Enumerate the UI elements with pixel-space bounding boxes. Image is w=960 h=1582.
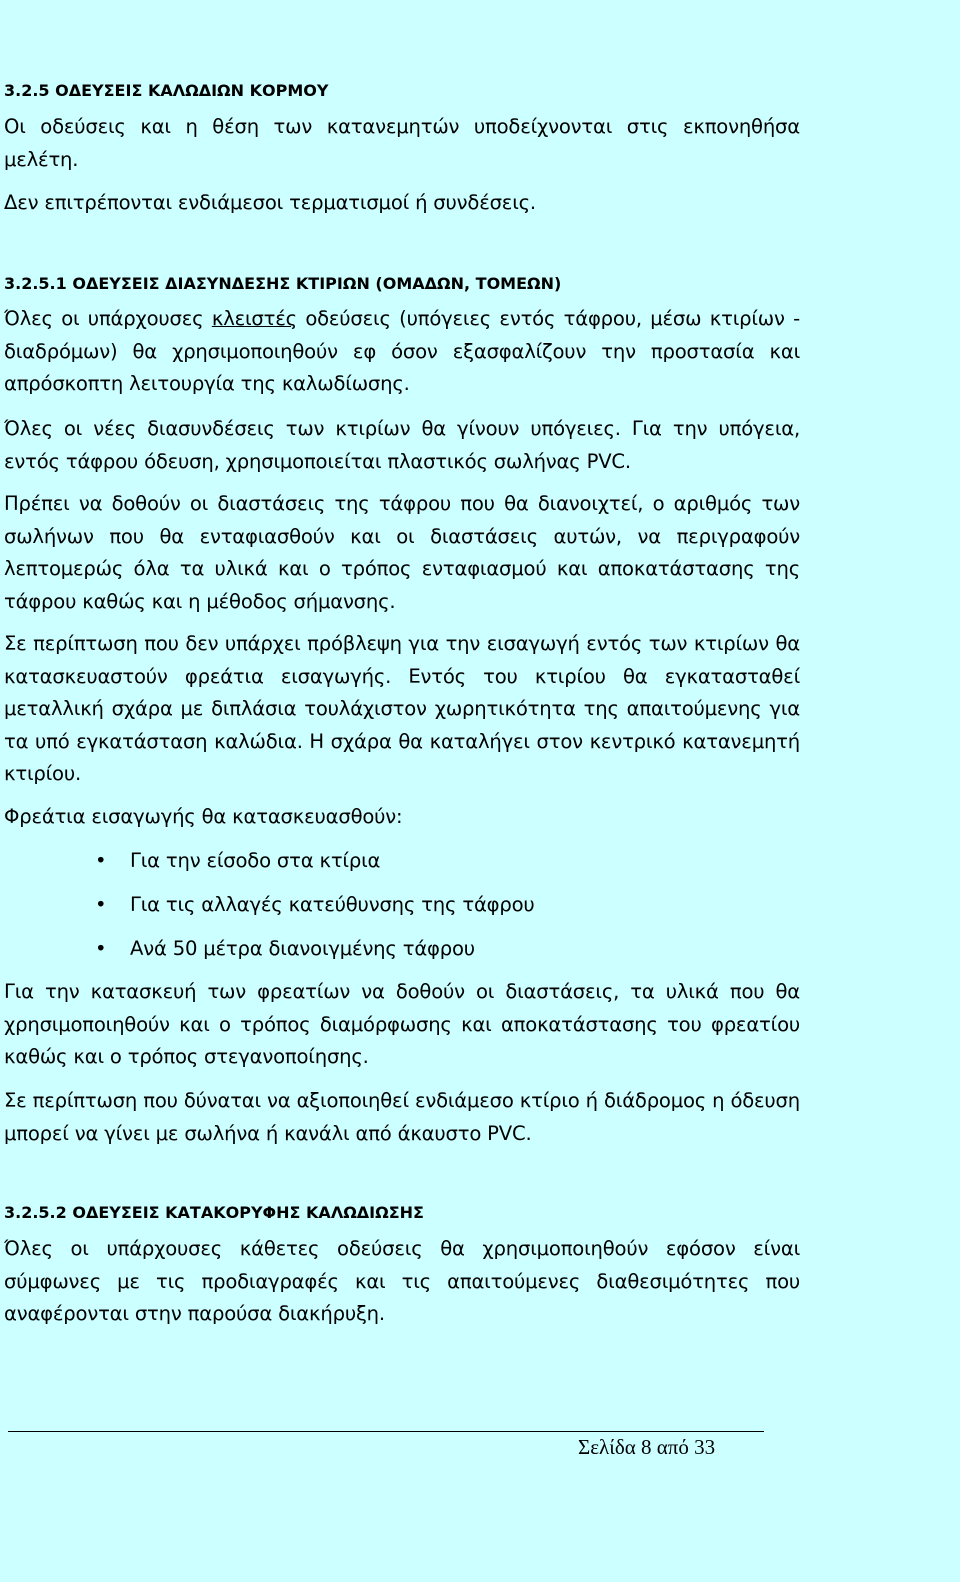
list-item-text: Ανά 50 μέτρα διανοιγμένης τάφρου [130, 937, 475, 960]
paragraph-existing-routes-start: Όλες οι υπάρχουσες [4, 307, 212, 330]
paragraph-vertical-routes: Όλες οι υπάρχουσες κάθετες οδεύσεις θα χρησιμοποιηθούν εφόσον είναι σύμφωνες με τις προδιαγραφές και τις απαιτούμενες διαθεσιμότητες που αναφέρονται στην παρούσα διακήρυξη. [4, 1237, 800, 1326]
footer-divider [8, 1431, 764, 1432]
bullet-icon: • [95, 937, 107, 960]
paragraph-entry-pits: Σε περίπτωση που δεν υπάρχει πρόβλεψη για την εισαγωγή εντός των κτιρίων θα κατασκευαστούν φρεάτια εισαγωγής. Εντός του κτιρίου θα εγκατασταθεί μεταλλική σχάρα με διπλάσια τουλάχιστον χωρητικότητα της απαιτούμενης για τα υπό εγκατάσταση καλώδια. Η σχάρα θα καταλήγει στον κεντρικό κατανεμητή κτιρίου. [4, 632, 800, 786]
page-number: Σελίδα 8 από 33 [578, 1435, 716, 1459]
bullet-icon: • [95, 849, 107, 872]
bullet-icon: • [95, 893, 107, 916]
paragraph-kormos-routes: Οι οδεύσεις και η θέση των κατανεμητών υποδείχνονται στις εκπονηθήσα μελέτη. [4, 115, 800, 171]
paragraph-no-intermediate: Δεν επιτρέπονται ενδιάμεσοι τερματισμοί ή συνδέσεις. [4, 191, 536, 214]
section-heading-3-2-5: 3.2.5 ΟΔΕΥΣΕΙΣ ΚΑΛΩΔΙΩΝ ΚΟΡΜΟΥ [4, 81, 329, 100]
paragraph-pit-construction: Για την κατασκευή των φρεατίων να δοθούν οι διαστάσεις, τα υλικά που θα χρησιμοποιηθούν και ο τρόπος διαμόρφωσης και αποκατάστασης του φρεατίου καθώς και ο τρόπος στεγανοποίησης. [4, 980, 800, 1069]
section-heading-3-2-5-2: 3.2.5.2 ΟΔΕΥΣΕΙΣ ΚΑΤΑΚΟΡΥΦΗΣ ΚΑΛΩΔΙΩΣΗΣ [4, 1203, 424, 1222]
section-heading-3-2-5-1: 3.2.5.1 ΟΔΕΥΣΕΙΣ ΔΙΑΣΥΝΔΕΣΗΣ ΚΤΙΡΙΩΝ (ΟΜΑΔΩΝ, ΤΟΜΕΩΝ) [4, 274, 562, 293]
paragraph-intermediate-building: Σε περίπτωση που δύναται να αξιοποιηθεί ενδιάμεσο κτίριο ή διάδρομος η όδευση μπορεί να γίνει με σωλήνα ή κανάλι από άκαυστο PVC. [4, 1089, 800, 1145]
underlined-word-closed: κλειστές [211, 307, 297, 330]
paragraph-pits-intro: Φρεάτια εισαγωγής θα κατασκευασθούν: [4, 805, 403, 828]
list-item-text: Για τις αλλαγές κατεύθυνσης της τάφρου [130, 893, 535, 916]
paragraph-trench-dimensions: Πρέπει να δοθούν οι διαστάσεις της τάφρου που θα διανοιχτεί, ο αριθμός των σωλήνων που θα ενταφιασθούν και οι διαστάσεις αυτών, να περιγραφούν λεπτομερώς όλα τα υλικά και ο τρόπος ενταφιασμού και αποκατάστασης της τάφρου καθώς και η μέθοδος σήμανσης. [4, 492, 800, 613]
paragraph-existing-routes-end: οδεύσεις (υπόγειες εντός τάφρου, μέσω κτιρίων - διαδρόμων) θα χρησιμοποιηθούν εφ όσον εξασφαλίζουν την προστασία και απρόσκοπτη λειτουργία της καλωδίωσης. [4, 307, 801, 396]
paragraph-existing-routes [4, 303, 800, 401]
paragraph-new-interconnections: Όλες οι νέες διασυνδέσεις των κτιρίων θα γίνουν υπόγειες. Για την υπόγεια, εντός τάφρου όδευση, χρησιμοποιείται πλαστικός σωλήνας PVC. [4, 417, 800, 473]
list-item-text: Για την είσοδο στα κτίρια [130, 849, 381, 872]
